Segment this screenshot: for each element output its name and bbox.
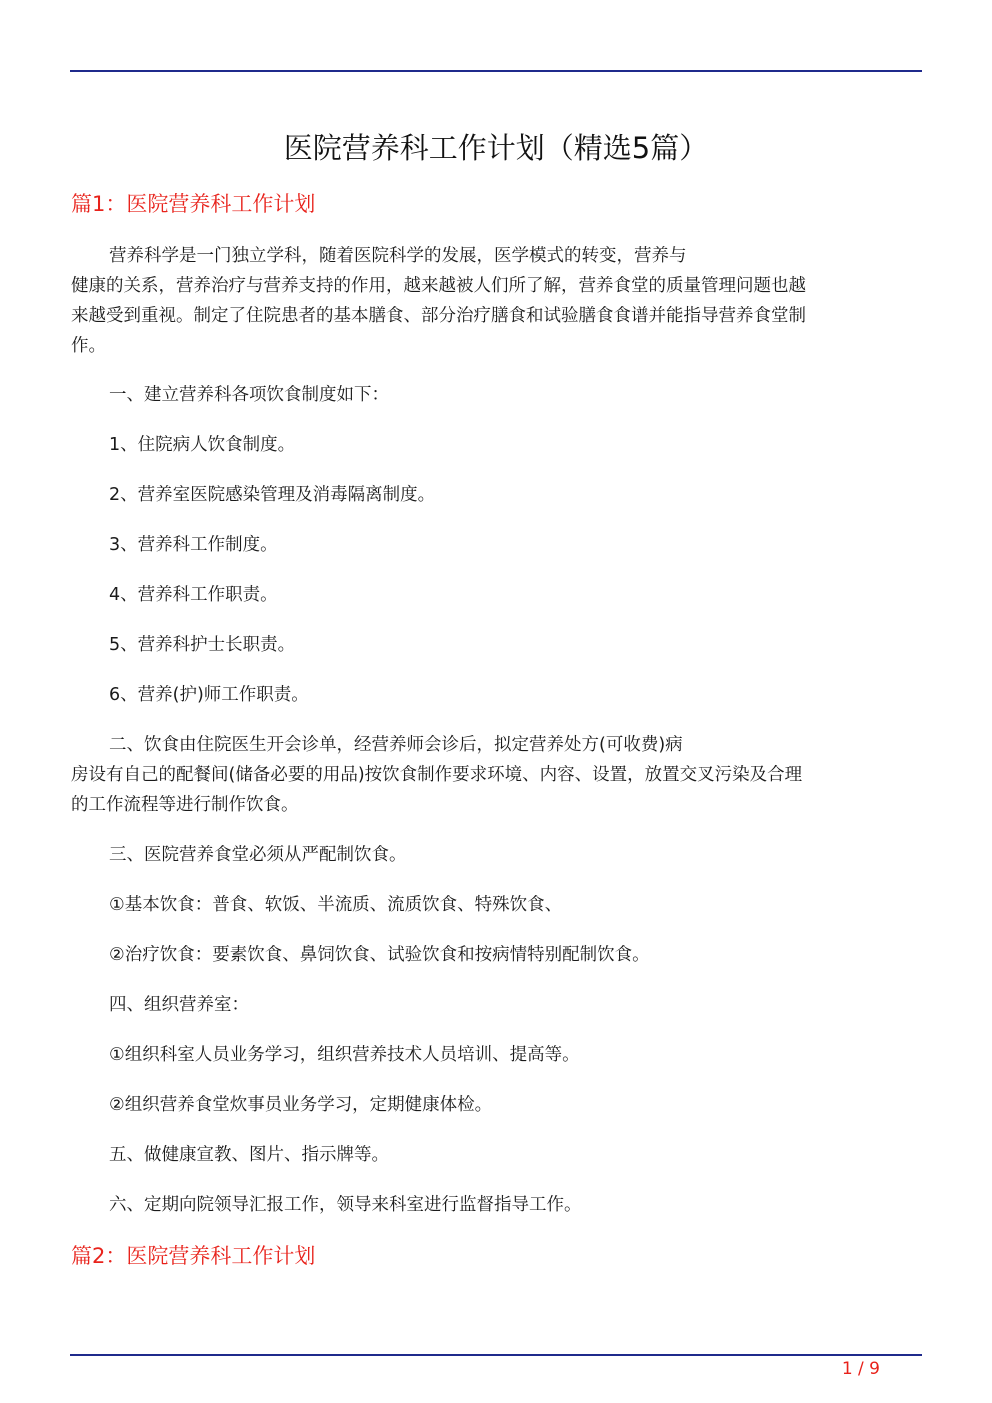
intro-line: 营养科学是一门独立学科，随着医院科学的发展，医学模式的转变，营养与 — [109, 246, 687, 266]
section-2-heading: 篇2：医院营养科工作计划 — [71, 1244, 316, 1268]
footer-rule — [70, 1354, 922, 1356]
rule-item: 6、营养(护)师工作职责。 — [109, 685, 309, 705]
document-title: 医院营养科工作计划（精选5篇） — [283, 131, 709, 165]
point-6-heading: 六、定期向院领导汇报工作，领导来科室进行监督指导工作。 — [109, 1195, 582, 1215]
point-4-item: ①组织科室人员业务学习，组织营养技术人员培训、提高等。 — [109, 1045, 580, 1065]
point-2-line: 二、饮食由住院医生开会诊单，经营养师会诊后，拟定营养处方(可收费)病 — [109, 735, 683, 755]
point-3-heading: 三、医院营养食堂必须从严配制饮食。 — [109, 845, 407, 865]
rule-item: 4、营养科工作职责。 — [109, 585, 278, 605]
page-number: 1 / 9 — [841, 1359, 880, 1379]
intro-paragraph — [71, 241, 923, 361]
point-2-line: 的工作流程等进行制作饮食。 — [71, 795, 299, 815]
point-1-heading: 一、建立营养科各项饮食制度如下： — [109, 385, 389, 405]
point-4-heading: 四、组织营养室： — [109, 995, 249, 1015]
intro-line: 来越受到重视。制定了住院患者的基本膳食、部分治疗膳食和试验膳食食谱并能指导营养食堂制 — [71, 306, 806, 326]
point-3-item: ①基本饮食：普食、软饭、半流质、流质饮食、特殊饮食、 — [109, 895, 563, 915]
rule-item: 3、营养科工作制度。 — [109, 535, 278, 555]
rule-item: 1、住院病人饮食制度。 — [109, 435, 296, 455]
point-4-item: ②组织营养食堂炊事员业务学习，定期健康体检。 — [109, 1095, 493, 1115]
intro-line: 作。 — [71, 336, 106, 356]
rule-item: 5、营养科护士长职责。 — [109, 635, 296, 655]
point-3-item: ②治疗饮食：要素饮食、鼻饲饮食、试验饮食和按病情特别配制饮食。 — [109, 945, 650, 965]
point-2-paragraph — [71, 730, 923, 820]
point-5-heading: 五、做健康宣教、图片、指示牌等。 — [109, 1145, 389, 1165]
section-1-heading: 篇1：医院营养科工作计划 — [71, 192, 316, 216]
intro-line: 健康的关系，营养治疗与营养支持的作用，越来越被人们所了解，营养食堂的质量管理问题也越 — [71, 276, 806, 296]
header-rule — [70, 70, 922, 72]
point-2-line: 房设有自己的配餐间(储备必要的用品)按饮食制作要求环境、内容、设置，放置交叉污染及合理 — [71, 765, 803, 785]
rule-item: 2、营养室医院感染管理及消毒隔离制度。 — [109, 485, 436, 505]
